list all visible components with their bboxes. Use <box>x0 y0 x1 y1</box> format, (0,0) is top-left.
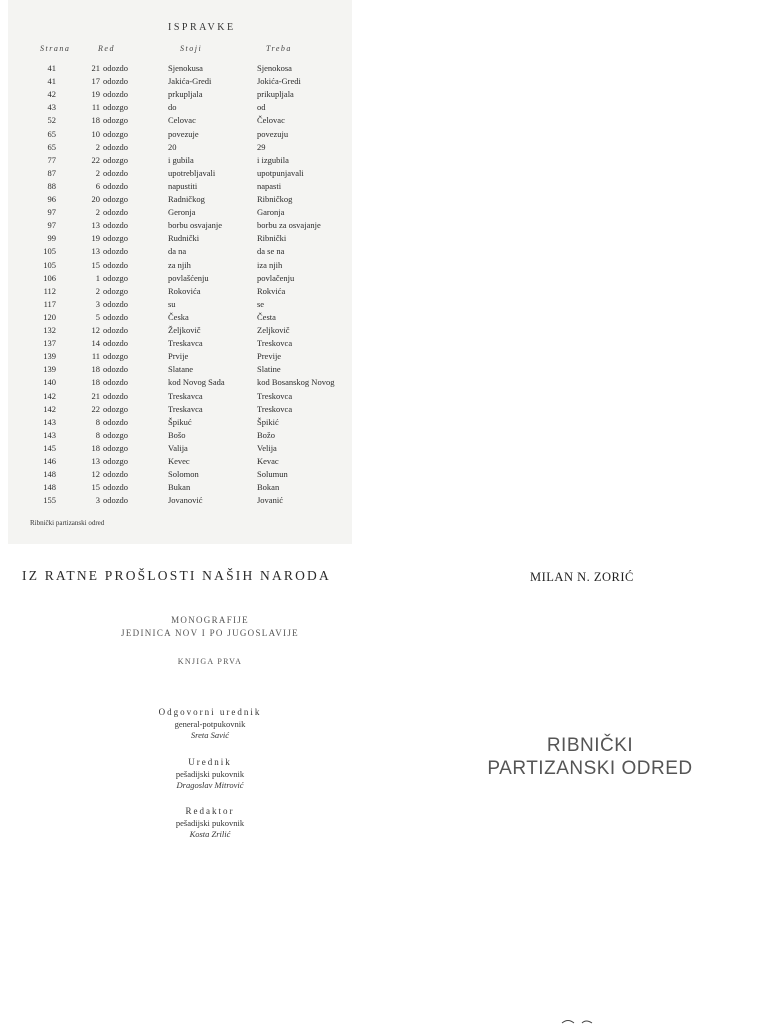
errata-line: 2 <box>95 207 100 218</box>
errata-treba: Kevac <box>257 456 279 466</box>
errata-direction: odozdo <box>103 207 129 218</box>
errata-line: 14 <box>91 338 100 349</box>
errata-treba: Ribnički <box>257 233 287 244</box>
monograph-line-1: MONOGRAFIJE <box>171 615 249 625</box>
errata-stoji: borbu osvajanje <box>168 220 223 231</box>
errata-treba: Rokvića <box>257 285 286 296</box>
errata-page: 88 <box>47 180 56 191</box>
errata-page: 42 <box>47 89 56 100</box>
errata-treba: Jokića-Gredi <box>257 76 301 87</box>
errata-stoji: Bošo <box>168 429 186 440</box>
errata-line: 19 <box>91 89 100 100</box>
errata-treba: Špikić <box>257 416 279 427</box>
monograph-block <box>60 614 360 640</box>
editor-role: Urednik <box>188 757 232 767</box>
errata-direction: odozgo <box>103 429 129 440</box>
errata-line: 6 <box>95 180 100 191</box>
errata-page: 139 <box>43 351 56 362</box>
errata-direction: odozdo <box>103 482 129 493</box>
book-number-text: KNJIGA PRVA <box>177 657 243 666</box>
errata-direction: odozgo <box>103 285 129 296</box>
errata-treba: se <box>257 298 265 309</box>
errata-stoji: upotrebljavali <box>168 167 216 178</box>
errata-line: 11 <box>91 102 100 113</box>
errata-line: 18 <box>91 364 100 375</box>
errata-stoji: Treskavca <box>168 403 203 414</box>
errata-page: 65 <box>47 141 56 152</box>
errata-treba: Garonja <box>257 207 285 218</box>
errata-direction: odozgo <box>103 456 129 466</box>
errata-treba: Božo <box>257 429 275 440</box>
editor-name: Kosta Zrilić <box>189 829 231 839</box>
errata-treba: Treskovca <box>257 403 293 414</box>
errata-treba: Solumun <box>257 469 288 480</box>
errata-treba: upotpunjavali <box>257 167 304 178</box>
errata-line: 15 <box>91 259 100 270</box>
column-header-red: Red <box>98 44 115 53</box>
errata-page: 105 <box>43 246 56 257</box>
errata-page: 140 <box>43 377 56 388</box>
errata-page: 99 <box>47 233 56 244</box>
errata-direction: odozdo <box>103 89 129 100</box>
errata-line: 5 <box>95 311 100 322</box>
errata-page: 106 <box>43 272 56 283</box>
errata-page: 117 <box>43 298 56 309</box>
errata-direction: odozdo <box>103 377 129 388</box>
editor-role: Redaktor <box>185 806 235 816</box>
errata-direction: odozdo <box>103 167 129 178</box>
errata-direction: odozdo <box>103 325 129 335</box>
errata-treba: Čelovac <box>257 115 285 126</box>
errata-treba: Zeljkovič <box>257 325 290 335</box>
errata-direction: odozgo <box>103 442 129 453</box>
series-title: IZ RATNE PROŠLOSTI NAŠIH NARODA <box>22 568 331 583</box>
editor-name: Sreta Savić <box>190 730 230 740</box>
errata-page: 120 <box>43 311 56 322</box>
errata-line: 2 <box>95 141 100 152</box>
errata-direction: odozdo <box>103 338 129 349</box>
errata-line: 1 <box>95 272 100 283</box>
errata-stoji: Jakića-Gredi <box>168 76 212 87</box>
errata-treba: od <box>257 102 266 113</box>
errata-page: 142 <box>43 403 56 414</box>
errata-line: 12 <box>91 469 100 480</box>
book-title-line-1: RIBNIČKI <box>546 735 634 756</box>
errata-page: 143 <box>43 429 56 440</box>
errata-page: 87 <box>47 167 56 178</box>
errata-page: 132 <box>43 325 56 335</box>
errata-treba: prikupljala <box>257 89 294 100</box>
errata-stoji: Treskavca <box>168 338 203 349</box>
editor-rank: general-potpukovnik <box>174 719 246 729</box>
errata-page: 155 <box>43 495 56 506</box>
errata-direction: odozdo <box>103 416 129 427</box>
column-header-strana: Strana <box>40 44 71 53</box>
errata-treba: Česta <box>257 311 276 322</box>
errata-line: 22 <box>91 403 100 414</box>
errata-treba: Ribničkog <box>257 194 293 204</box>
errata-treba: povlačenju <box>257 272 295 283</box>
errata-direction: odozdo <box>103 311 129 322</box>
errata-direction: odozdo <box>103 180 129 191</box>
errata-page: 77 <box>47 154 56 165</box>
errata-treba: Treskovca <box>257 338 293 349</box>
errata-line: 11 <box>91 351 100 362</box>
errata-stoji: Rokovića <box>168 285 201 296</box>
errata-direction: odozgo <box>103 128 129 139</box>
errata-page: 43 <box>47 102 56 113</box>
errata-treba: i izgubila <box>257 154 289 165</box>
errata-stoji: Rudnički <box>168 233 200 244</box>
errata-treba: iza njih <box>257 259 283 270</box>
errata-stoji: da na <box>168 246 187 257</box>
errata-line: 18 <box>91 115 100 126</box>
errata-treba: borbu za osvajanje <box>257 220 321 231</box>
errata-line: 3 <box>95 495 100 506</box>
errata-line: 13 <box>91 246 100 257</box>
errata-line: 10 <box>91 128 100 139</box>
errata-stoji: i gubila <box>168 154 194 165</box>
errata-stoji: Geronja <box>168 207 196 218</box>
book-title-line-2: PARTIZANSKI ODRED <box>487 758 693 779</box>
monograph-line-2: JEDINICA NOV I PO JUGOSLAVIJE <box>121 628 299 638</box>
column-header-stoji: Stoji <box>180 44 203 53</box>
page-edge-mark <box>556 1016 616 1024</box>
errata-line: 18 <box>91 377 100 388</box>
errata-direction: odozgo <box>103 154 129 165</box>
errata-stoji: Česka <box>168 311 189 322</box>
errata-slip <box>8 0 352 544</box>
errata-stoji: Bukan <box>168 482 191 493</box>
errata-line: 2 <box>95 167 100 178</box>
errata-treba: kod Bosanskog Novog <box>257 377 335 388</box>
errata-direction: odozdo <box>103 298 129 309</box>
errata-line: 8 <box>95 429 100 440</box>
editor-name: Dragoslav Mitrović <box>176 780 244 790</box>
errata-direction: odozgo <box>103 115 129 126</box>
errata-line: 21 <box>91 63 100 73</box>
errata-line: 8 <box>95 416 100 427</box>
editor-rank: pešadijski pukovnik <box>175 818 245 828</box>
errata-direction: odozdo <box>103 259 129 270</box>
errata-direction: odozgo <box>103 194 129 204</box>
errata-page: 41 <box>47 63 56 73</box>
errata-stoji: kod Novog Sada <box>168 377 225 388</box>
errata-heading: ISPRAVKE <box>168 22 236 33</box>
errata-direction: odozdo <box>103 364 129 375</box>
errata-direction: odozgo <box>103 272 129 283</box>
editor-role: Odgovorni urednik <box>158 707 262 717</box>
errata-stoji: su <box>168 298 176 309</box>
errata-page: 139 <box>43 364 56 375</box>
author-name: MILAN N. ZORIĆ <box>530 570 634 584</box>
errata-line: 20 <box>91 194 100 204</box>
errata-stoji: Slatane <box>168 364 194 375</box>
errata-line: 3 <box>95 298 100 309</box>
errata-stoji: Radničkog <box>168 194 205 204</box>
errata-treba: da se na <box>257 246 285 257</box>
errata-stoji: Prvije <box>168 351 189 362</box>
errata-treba: povezuju <box>257 128 289 139</box>
editor-block-2 <box>60 756 360 791</box>
errata-direction: odozdo <box>103 469 129 480</box>
column-header-treba: Treba <box>266 44 292 53</box>
errata-line: 2 <box>95 285 100 296</box>
errata-page: 97 <box>47 207 56 218</box>
errata-line: 13 <box>91 456 100 466</box>
errata-stoji: povezuje <box>168 128 199 139</box>
errata-stoji: povlašćenju <box>168 272 209 283</box>
errata-stoji: Špikuć <box>168 416 192 427</box>
errata-treba: Treskovca <box>257 390 293 401</box>
errata-treba: napasti <box>257 180 282 191</box>
editor-rank: pešadijski pukovnik <box>175 769 245 779</box>
errata-line: 12 <box>91 325 100 335</box>
errata-stoji: 20 <box>168 141 177 152</box>
errata-page: 146 <box>43 456 56 466</box>
errata-direction: odozdo <box>103 246 129 257</box>
errata-direction: odozgo <box>103 233 129 244</box>
errata-direction: odozdo <box>103 141 129 152</box>
book-number <box>60 657 360 666</box>
errata-stoji: Kevec <box>168 456 190 466</box>
errata-direction: odozdo <box>103 390 129 401</box>
errata-direction: odozgo <box>103 351 129 362</box>
errata-page: 41 <box>47 76 56 87</box>
errata-page: 97 <box>47 220 56 231</box>
errata-stoji: Treskavca <box>168 390 203 401</box>
errata-treba: Slatine <box>257 364 281 375</box>
errata-stoji: Solomon <box>168 469 199 480</box>
editor-block-3 <box>60 805 360 840</box>
editor-block-1 <box>60 706 360 741</box>
errata-footer: Ribnički partizanski odred <box>30 519 105 527</box>
errata-treba: Jovanić <box>257 495 283 506</box>
errata-stoji: Željkovič <box>168 325 201 335</box>
book-title <box>470 734 710 780</box>
errata-direction: odozgo <box>103 102 129 113</box>
errata-page: 112 <box>43 285 56 296</box>
errata-stoji: za njih <box>168 259 191 270</box>
errata-treba: Bokan <box>257 482 280 493</box>
errata-stoji: Jovanović <box>168 495 203 506</box>
errata-direction: odozdo <box>103 63 129 73</box>
errata-page: 52 <box>47 115 56 126</box>
errata-page: 145 <box>43 442 56 453</box>
errata-line: 15 <box>91 482 100 493</box>
errata-page: 148 <box>43 469 56 480</box>
errata-direction: odozdo <box>103 220 129 231</box>
errata-line: 17 <box>91 76 100 87</box>
errata-treba: 29 <box>257 141 266 152</box>
errata-direction: odozdo <box>103 495 129 506</box>
errata-treba: Previje <box>257 351 282 362</box>
errata-line: 21 <box>91 390 100 401</box>
errata-treba: Velija <box>257 442 277 453</box>
errata-line: 19 <box>91 233 100 244</box>
errata-page: 142 <box>43 390 56 401</box>
errata-treba: Sjenokosa <box>257 63 292 73</box>
errata-line: 22 <box>91 154 100 165</box>
errata-stoji: Sjenokusa <box>168 63 203 73</box>
errata-page: 96 <box>47 194 56 204</box>
errata-stoji: do <box>168 102 177 113</box>
errata-page: 105 <box>43 259 56 270</box>
errata-stoji: Celovac <box>168 115 196 126</box>
errata-stoji: prkupljala <box>168 89 203 100</box>
errata-page: 65 <box>47 128 56 139</box>
errata-page: 148 <box>43 482 56 493</box>
errata-stoji: Valija <box>168 442 188 453</box>
errata-line: 18 <box>91 442 100 453</box>
errata-direction: odozgo <box>103 403 129 414</box>
errata-line: 13 <box>91 220 100 231</box>
errata-direction: odozdo <box>103 76 129 87</box>
errata-page: 137 <box>43 338 56 349</box>
errata-page: 143 <box>43 416 56 427</box>
errata-stoji: napustiti <box>168 180 198 191</box>
